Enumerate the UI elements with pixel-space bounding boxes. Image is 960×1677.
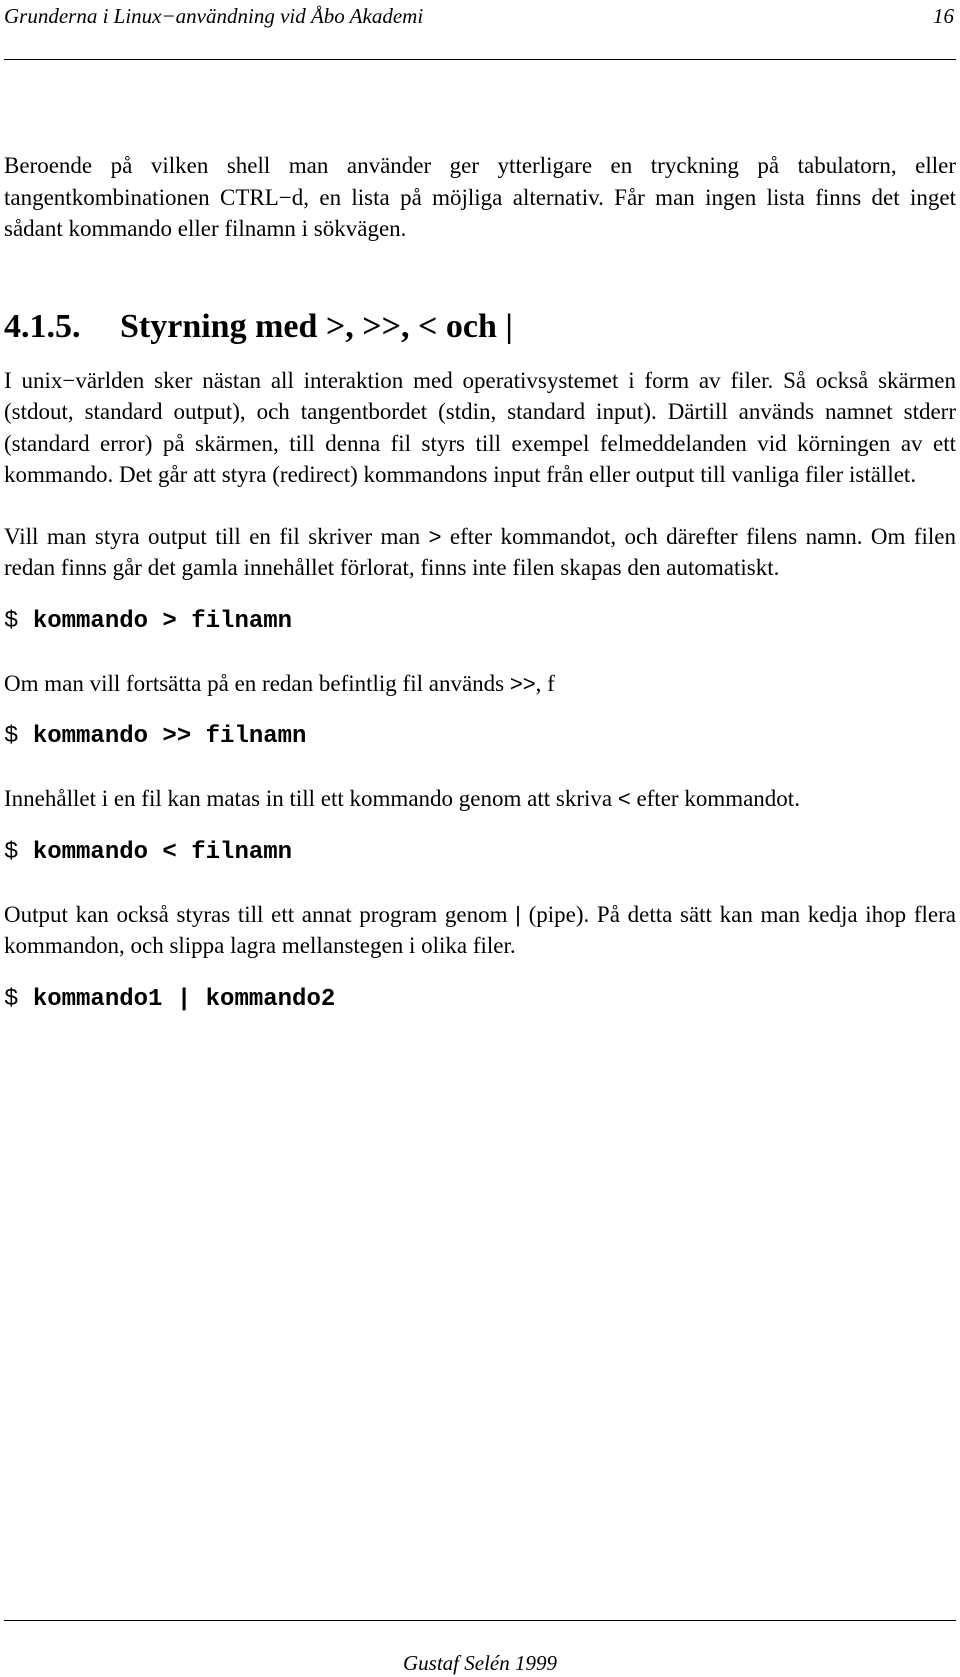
paragraph-input: [4, 783, 956, 815]
text-segment: Output kan också styras till ett annat program genom: [4, 901, 516, 927]
text-segment: , f: [535, 670, 555, 696]
footer-author: Gustaf Selén 1999: [403, 1651, 557, 1675]
paragraph-unix-files: I unix−världen sker nästan all interaktion med operativsystemet i form av filer. Så också skärmen (stdout, standard output), och tangentbordet (stdin, standard input). Därtill används namnet stderr (standard error) på skärmen, till denna fil styrs till exempel felmeddelanden vid körningen av ett kommando. Det går att styra (redirect) kommandons input från eller output till vanliga filer istället.: [4, 367, 956, 487]
page-number: 16: [933, 4, 954, 28]
command-text: kommando >> filnamn: [32, 723, 307, 750]
prompt-symbol: $: [4, 607, 19, 635]
inline-symbol: >>: [509, 670, 536, 696]
document-page: [4, 0, 956, 1677]
page-body: [4, 150, 956, 1016]
text-segment: Vill man styra output till en fil skriver man: [4, 523, 429, 549]
command-line: [4, 837, 956, 869]
text-segment: Om man vill fortsätta på en redan befintlig fil används: [4, 670, 510, 696]
inline-symbol: |: [515, 901, 521, 927]
header-title: Grunderna i Linux−användning vid Åbo Akademi: [4, 4, 424, 28]
paragraph-append: [4, 668, 956, 700]
prompt-symbol: $: [4, 723, 19, 750]
page-header: [4, 0, 956, 60]
text-segment: Innehållet i en fil kan matas in till ett kommando genom att skriva: [4, 786, 618, 811]
command-line: [4, 606, 956, 638]
paragraph-redirect-output: [4, 521, 956, 584]
command-line: [4, 984, 956, 1016]
text-segment: efter kommandot.: [630, 786, 800, 811]
command-line: [4, 721, 956, 753]
command-text: kommando1 | kommando2: [32, 985, 336, 1013]
section-heading: [4, 307, 956, 347]
paragraph-pipe: [4, 899, 956, 962]
text-segment: efter kommandot, och därefter filens namn. Om filen redan finns går det gamla innehållet förlorat, finns inte filen skapas den automatiskt.: [4, 523, 956, 580]
command-text: kommando < filnamn: [32, 838, 293, 866]
inline-symbol: >: [428, 523, 442, 549]
inline-symbol: <: [617, 786, 631, 811]
command-text: kommando > filnamn: [32, 607, 293, 635]
prompt-symbol: $: [4, 838, 19, 866]
prompt-symbol: $: [4, 985, 19, 1013]
page-footer: [4, 1620, 956, 1675]
section-title: Styrning med >, >>, < och |: [120, 307, 513, 345]
paragraph-tab-completion: Beroende på vilken shell man använder ger ytterligare en tryckning på tabulatorn, eller tangentkombinationen CTRL−d, en lista på möjliga alternativ. Får man ingen lista finns det inget sådant kommando eller filnamn i sökvägen.: [4, 153, 956, 241]
section-number: 4.1.5.: [4, 307, 81, 345]
text-segment: (pipe). På detta sätt kan man kedja ihop flera kommandon, och slippa lagra mellanstegen i olika filer.: [4, 901, 956, 958]
